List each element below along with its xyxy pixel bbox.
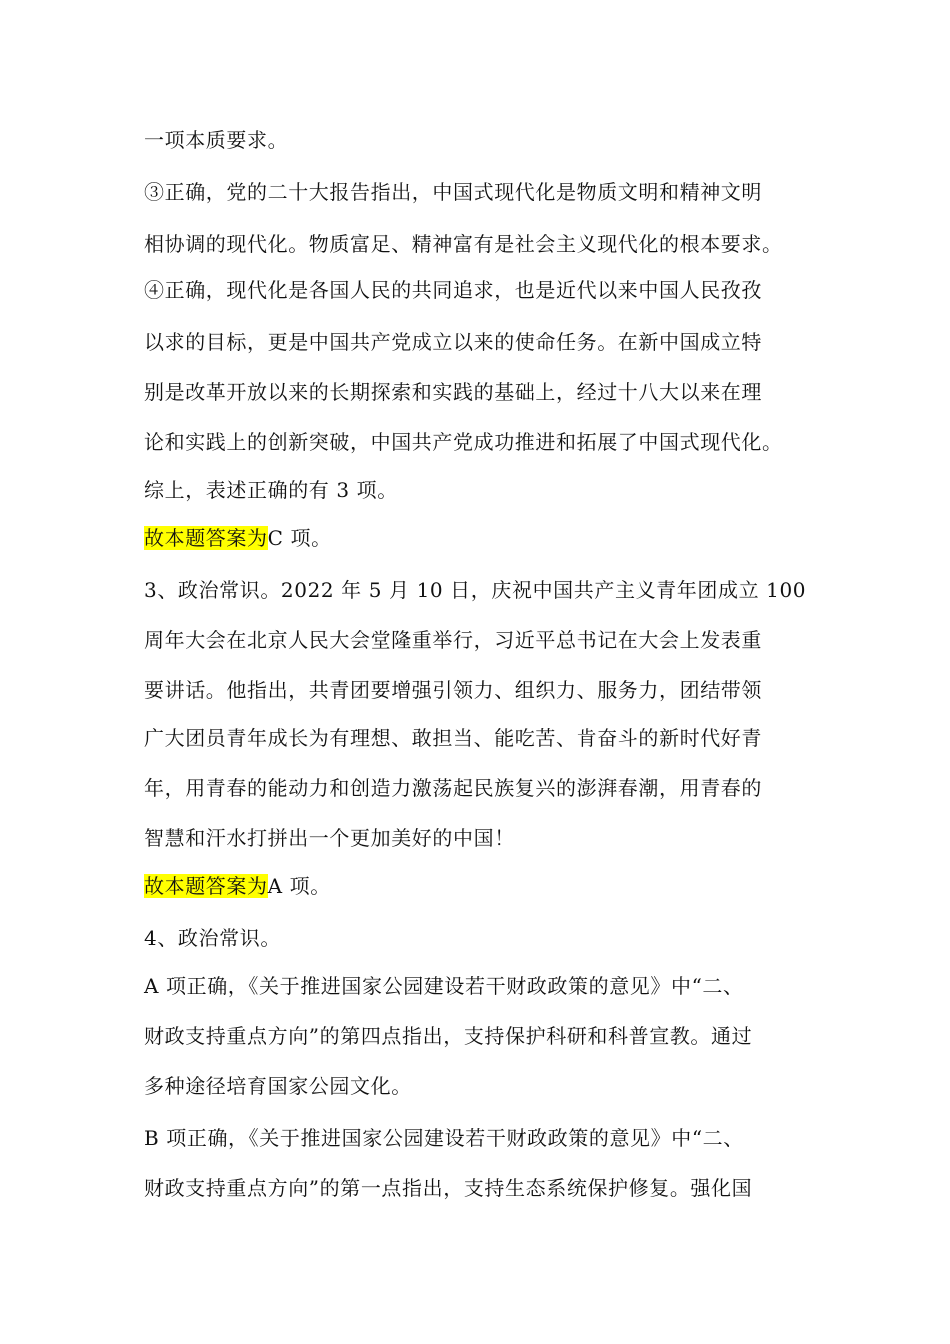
- text-line: 财政支持重点方向”的第一点指出，支持生态系统保护修复。强化国: [144, 1176, 753, 1200]
- text-line: 多种途径培育国家公园文化。: [144, 1074, 412, 1098]
- text-line: 智慧和汗水打拼出一个更加美好的中国！: [144, 826, 515, 850]
- answer-highlight: 故本题答案为: [144, 526, 268, 550]
- text-line: 周年大会在北京人民大会堂隆重举行，习近平总书记在大会上发表重: [144, 628, 762, 652]
- answer-line: [144, 870, 824, 902]
- text-line: 年，用青春的能动力和创造力激荡起民族复兴的澎湃春潮，用青春的: [144, 776, 762, 800]
- text-line: 财政支持重点方向”的第四点指出，支持保护科研和科普宣教。通过: [144, 1024, 753, 1048]
- text-line: 一项本质要求。: [144, 128, 289, 152]
- text-line: ③正确，党的二十大报告指出，中国式现代化是物质文明和精神文明: [144, 180, 762, 204]
- text-line: ④正确，现代化是各国人民的共同追求，也是近代以来中国人民孜孜: [144, 278, 762, 302]
- text-line: 别是改革开放以来的长期探索和实践的基础上，经过十八大以来在理: [144, 380, 762, 404]
- text-line: A 项正确，《关于推进国家公园建设若干财政政策的意见》中“二、: [144, 974, 744, 998]
- answer-line: [144, 522, 824, 554]
- answer-value: A 项。: [267, 874, 331, 898]
- text-line: 以求的目标，更是中国共产党成立以来的使命任务。在新中国成立特: [144, 330, 762, 354]
- text-line: B 项正确，《关于推进国家公园建设若干财政政策的意见》中“二、: [144, 1126, 744, 1150]
- text-line: 要讲话。他指出，共青团要增强引领力、组织力、服务力，团结带领: [144, 678, 762, 702]
- text-line: 3、政治常识。2022 年 5 月 10 日，庆祝中国共产主义青年团成立 100: [144, 578, 807, 602]
- answer-value: C 项。: [267, 526, 332, 550]
- text-line: 相协调的现代化。物质富足、精神富有是社会主义现代化的根本要求。: [144, 232, 783, 256]
- text-line: 论和实践上的创新突破，中国共产党成功推进和拓展了中国式现代化。: [144, 430, 783, 454]
- text-line: 4、政治常识。: [144, 926, 281, 950]
- text-line: 综上，表述正确的有 3 项。: [144, 478, 398, 502]
- answer-highlight: 故本题答案为: [144, 874, 268, 898]
- text-line: 广大团员青年成长为有理想、敢担当、能吃苦、肯奋斗的新时代好青: [144, 726, 762, 750]
